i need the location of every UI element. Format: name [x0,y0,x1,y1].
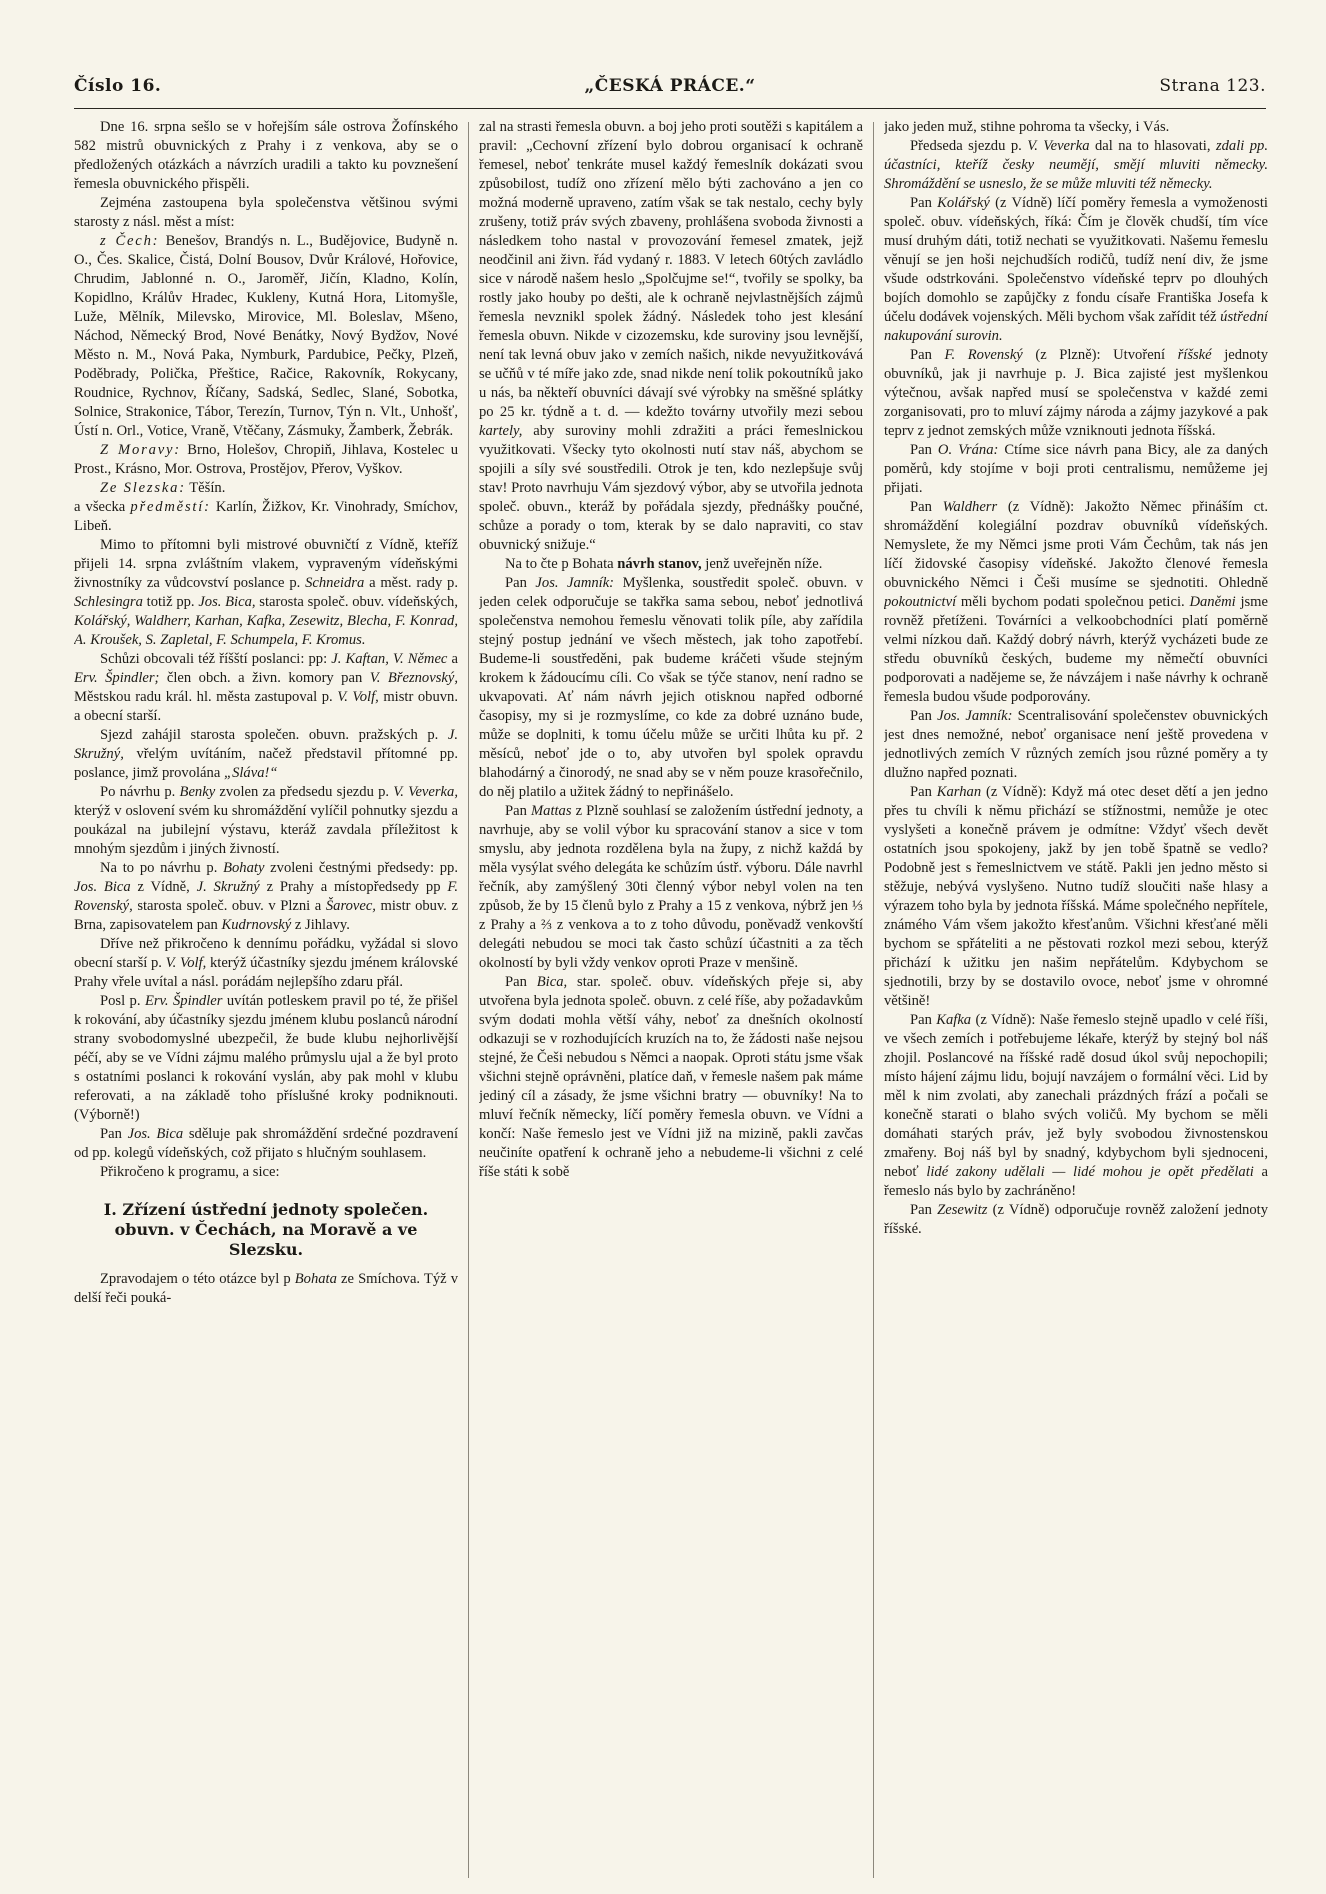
paragraph: Pan Jos. Jamník: Myšlenka, soustředit společ. obuvn. v jeden celek odporučuje se takřka sama sebou, neboť jednotlivá společenstva nemohou řemeslu věnovati tolik píle, aby zařídila stejný postup jednání ve všech městech, jak toho zapotřebí. Budeme-li soustředěni, pak budeme kráčeti všude stejným krokem k žádoucímu cíli. Co však se týče stanov, není radno se ukvapovati. Ať nám návrh jejich otisknou napřed odborné časopisy, my si je rozmyslíme, co kde za dobré uznáno bude, může se doplniti, k tomu účelu může se určiti lhůta ku př. 2 měsíců, neboť jde o to, aby utvořen byl spolek opravdu blahodárný a činorodý, ne snad aby se v něm pouze krasořečnilo, do něj platilo a užitek žádný to nepřinášelo. [479,575,863,800]
paragraph-cechy: z Čech: Benešov, Brandýs n. L., Budějovice, Budyně n. O., Čes. Skalice, Čistá, Dolní Bousov, Dvůr Králové, Hořovice, Chrudim, Jablonné n. O., Jaroměř, Jičín, Kladno, Kolín, Kopidlno, Králův Hradec, Kukleny, Kutná Hora, Litomyšle, Luže, Mělník, Milevsko, Mirovice, Ml. Boleslav, Mšeno, Náchod, Německý Brod, Nové Benátky, Nový Bydžov, Nové Město n. M., Nová Paka, Nymburk, Pardubice, Pečky, Plzeň, Poděbrady, Polička, Přeštice, Račice, Rakovník, Rokycany, Roudnice, Rychnov, Říčany, Sadská, Sedlec, Slané, Sobotka, Solnice, Strakonice, Tábor, Terezín, Turnov, Týn n. Vlt., Unhošť, Ústí n. Orl., Votice, Vraně, Vtěčany, Zásmuky, Žamberk, Žebrák. [74,233,458,439]
column-divider [468,122,469,1878]
paragraph: Na to čte p Bohata návrh stanov, jenž uveřejněn níže. [505,556,823,572]
column-divider [873,122,874,1878]
paragraph: Posl p. Erv. Špindler uvítán potleskem pravil po té, že přišel k rokování, aby účastníky sjezdu jménem klubu poslanců národní strany svobodomyslné ubezpečil, že bude klubu nejhorlivější péčí, aby se ve Vídni zájmu malého průmyslu ujal a že byl proto s ostatními poslanci k rokování vyslán, aby pak mohl v klubu referovati, a na základě toho příslušné kroky podniknouti. (Výborně!) [74,993,458,1123]
paragraph: Zpravodajem o této otázce byl p Bohata ze Smíchova. Týž v delší řeči pouká- [74,1271,458,1306]
paragraph-morava: Z Moravy: Brno, Holešov, Chropiň, Jihlava, Kostelec u Prost., Krásno, Mor. Ostrova, Prostějov, Přerov, Vyškov. [74,442,458,477]
paragraph: Pan Kafka (z Vídně): Naše řemeslo stejně upadlo v celé říši, ve všech zemích i potřebujeme lékaře, kterýž by stejný bol náš zhojil. Poslancové na říšské radě dosud úkol svůj nepochopili; místo hájení zájmu lidu, bojují navzájem o formální věci. Lid by měl k nim zvolati, aby zanechali prázdných frází a počali se konečně starati o blaho svých voličů. My bychom se měli domáhati starých práv, jež byly svobodou živnostenskou zmařeny. Boj náš byl by snadný, kdybychom byli sjednoceni, neboť lidé zakony udělali — lidé mohou je opět předělati a řemeslo nás bylo by zachráněno! [884,1012,1268,1199]
column-3 [884,118,1268,1878]
paragraph: Pan Jos. Jamník: Scentralisování společenstev obuvnických jest dnes nemožné, neboť organisace není ještě provedena v jednotlivých zemích V různých zemích jsou různé poměry a ty dlužno napřed poznati. [884,708,1268,781]
paragraph: Pan Bica, star. společ. obuv. vídeňských přeje si, aby utvořena byla jednota společ. obuvn. z celé říše, aby požadavkům svým dodati mohla větší váhy, neboť za dnešních okolností odkazuji se v rozhodujících kruzích na to, že žádosti naše nejsou stejné, že Češi nebudou s Němci a naopak. Oproti státu jsme však všichni stejně oprávněni, platíce daň, v řemesle našem pak máme jediný cíl a zásady, že jsme všichni bratry — obuvníky! Na to mluví řečník německy, líčí poměry řemesla obuvn. ve Vídni a končí: Naše řemeslo jest ve Vídni již na mizině, pakli zavčas neučiníte opatření k ochraně jeho a nebudeme-li všichni z celé říše státi k sobě [479,974,863,1180]
paragraph: zal na strasti řemesla obuvn. a boj jeho proti soutěži s kapitálem a pravil: „Cechovní zřízení bylo dobrou organisací k ochraně řemesel, neboť tenkráte musel každý řemeslník dokázati svou způsobilost, tudíž ono zřízení mělo býti zachováno a jen co možná moderně upraveno, zatím však se tak nestalo, cechy byly zrušeny, totiž práv svých zbaveny, prohlášena svoboda živnosti a následkem toho nastal v provozování řemesel zmatek, jejž neodčinil ani živn. řád vydaný r. 1883. V letech 60tých zavládlo sice v národě našem heslo „Spolčujme se!“, tvořily se spolky, ba rostly jako houby po dešti, ale k ochraně nejvlastnějších zájmů řemesla nevznikl spolek žádný. Následek toho jest klesání řemesla obuvn. Nikde v cizozemsku, kde suroviny jsou levnější, není tak levná obuv jako v zemích našich, nikde nevyužitkovává se učňů v té míře jako zde, snad nikde není tolik pokoutníků jako u nás, ba někteří obuvníci dávají své výrobky na směšné splátky po 25 kr. týdně a t. d. — kdežto továrny utvořily mezi sebou kartely, aby suroviny mohli zdražiti a práci řemeslnickou využitkovati. Všecky tyto okolnosti nutí stav náš, abychom se spojili a síly své soustředili. Otrok je ten, kdo nezlepšuje svůj stav! Proto navrhuju Vám sjezdový výbor, aby se utvořila jednota společ. obuvn., kteráž by pořádala sjezdy, přednášky poučné, schůze a porady o tom, kterak by se dalo napraviti, co stav obuvnický snižuje.“ [479,119,863,553]
paragraph: Pan Kolářský (z Vídně) líčí poměry řemesla a vymoženosti společ. obuv. vídeňských, říká: Čím je člověk chudší, tím více musí druhým dáti, totiž nechati se využitkovati. Našemu řemeslu věnují se jen hoši nejchudších rodičů, tudíž není div, že jsme všude odstrkováni. Společenstvo vídeňské teprv po dlouhých bojích domohlo se zapůjčky z fondu císaře Františka Josefa k účelu dodávek vojenských. Měli bychom však zařídit též ústřední nakupování surovin. [884,195,1268,344]
page-number: Strana 123. [1159,76,1266,96]
paragraph-predmesti: a všecka předměstí: Karlín, Žižkov, Kr. Vinohrady, Smíchov, Libeň. [74,499,458,534]
paragraph: Sjezd zahájil starosta společen. obuvn. pražských p. J. Skružný, vřelým uvítáním, načež představil přítomné pp. poslance, jimž provolána „Sláva!“ [74,727,458,781]
paragraph: Pan Jos. Bica sděluje pak shromáždění srdečné pozdravení od pp. kolegů vídeňských, což přijato s hlučným souhlasem. [74,1126,458,1161]
column-2 [479,118,863,1878]
column-1 [74,118,458,1878]
section-heading: I. Zřízení ústřední jednoty společen. obuvn. v Čechách, na Moravě a ve Slezsku. [103,1200,429,1259]
paragraph: Dne 16. srpna sešlo se v hořejším sále ostrova Žofínského 582 mistrů obuvnických z Prahy i z venkova, aby se o předložených otázkách a návrzích uradili a takto ku povznešení řemesla obuvnického přispěli. [74,119,458,192]
paragraph: Schůzi obcovali též říšští poslanci: pp: J. Kaftan, V. Němec a Erv. Špindler; člen obch. a živn. komory pan V. Březnovský, Městskou radu král. hl. města zastupoval p. V. Volf, mistr obuvn. a obecní starší. [74,651,458,724]
paragraph-slezsko: Ze Slezska: Těšín. [100,480,226,496]
paragraph: Přikročeno k programu, a sice: [100,1164,280,1180]
paragraph: Dříve než přikročeno k dennímu pořádku, vyžádal si slovo obecní starší p. V. Volf, kterýž účastníky sjezdu jménem královské Prahy vřele uvítal a násl. porádám nejlepšího zdaru přál. [74,936,458,990]
paragraph: Pan Mattas z Plzně souhlasí se založením ústřední jednoty, a navrhuje, aby se volil výbor ku spracování stanov a sice v tom smyslu, aby jednota rozdělena byla na župy, z nichž každá by měla vysýlat svého delegáta ke schůzím ústř. výboru. Dále navrhl řečník, aby zamýšlený 30ti členný výbor nebyl volen na ten způsob, že by 15 členů bylo z Prahy a 15 z venkova, nýbrž jen ⅓ z Prahy a ⅔ z venkova a to z toho důvodu, poněvadž venkovští delegáti nebudou se moci tak často schůzí účastniti a za těch okolností by byli vždy venkov oproti Praze v menšině. [479,803,863,971]
paragraph: Pan Zesewitz (z Vídně) odporučuje rovněž založení jednoty říšské. [884,1202,1268,1237]
article-columns [74,118,1268,1878]
paragraph: jako jeden muž, stihne pohroma ta všecky, i Vás. [884,119,1170,135]
paragraph: Mimo to přítomni byli mistrové obuvničtí z Vídně, kteříž přijeli 14. srpna zvláštním vlakem, vypraveným vídeňskými živnostníky za vůdcovství poslance p. Schneidra a měst. rady p. Schlesingra totiž pp. Jos. Bica, starosta společ. obuv. vídeňských, Kolářský, Waldherr, Karhan, Kafka, Zesewitz, Blecha, F. Konrad, A. Kroušek, S. Zapletal, F. Schumpela, F. Kromus. [74,537,458,648]
paragraph: Pan O. Vrána: Ctíme sice návrh pana Bicy, ale za daných poměrů, kdy stojíme v boji proti centralismu, nemůžeme jej přijati. [884,442,1268,496]
paragraph: Pan Waldherr (z Vídně): Jakožto Němec přináším ct. shromáždění kolegiální pozdrav obuvníků vídeňských. Nemyslete, že my Němci jsme proti Vám Čechům, tak nás jen líčí židovské časopisy vídeňské. Jakožto členové řemesla obuvnického Němci i Češi musíme se sjednotiti. Ohledně pokoutnictví měli bychom podati společnou petici. Daněmi jsme rovněž přetíženi. Továrníci a velkoobchodníci platí poměrně velmi nízkou daň. Každý dobrý návrh, kterýž vycházeti bude ze středu obuvníků českých, budeme my němečtí obuvníci podporovati a nadějeme se, že návzájem i naše návrhy k ochraně řemesla budou všude podporovány. [884,499,1268,705]
paragraph: Pan F. Rovenský (z Plzně): Utvoření říšské jednoty obuvníků, jak ji navrhuje p. J. Bica zajisté jest myšlenkou výtečnou, avšak napřed musí se společenstva v každé zemi zorganisovati, pro to mluví zájmy národa a zájmy jazykové a pak teprv z jednot zemských může vzniknouti jednota říšská. [884,347,1268,439]
header-rule [74,108,1266,109]
paragraph: Předseda sjezdu p. V. Veverka dal na to hlasovati, zdali pp. účastníci, kteříž česky neumějí, smějí mluviti německy. Shromáždění se usneslo, že se může mluviti též německy. [884,138,1268,192]
page-header [74,76,1266,104]
paragraph: Po návrhu p. Benky zvolen za předsedu sjezdu p. V. Veverka, kterýž v oslovení svém ku shromáždění vylíčil pohnutky sjezdu a poukázal na jubilejní výstavu, kteráž zavdala příležitost k mnohým sjezdům i jiných živností. [74,784,458,857]
paragraph: Pan Karhan (z Vídně): Když má otec deset dětí a jen jedno přes tu chvíli k němu přichází se stížnostmi, nemůže je otec vyslyšeti a konečně právem je odmítne: Vždyť všech devět ostatních jsou spokojeny, jakž by jen tobě špatně se vedlo? Podobně jest s řemeslnictvem ve státě. Pakli jen jedno město si stěžuje, nebývá vyslyšeno. Nutno tudíž sloučiti naše hlasy a výrazem toho byla by jednota říšská. Máme společného nepřítele, známého Vám všem jakožto křesťanům. Všichni křesťané měli bychom se spřáteliti a ne pěstovati rozkol mezi sebou, kterýž přichází k užitku jen našim nepřátelům. Kdybychom se sjednotili, brzy by se dostavilo ovoce, neboť jsme v ohromné většině! [884,784,1268,1009]
paragraph: Na to po návrhu p. Bohaty zvoleni čestnými předsedy: pp. Jos. Bica z Vídně, J. Skružný z Prahy a místopředsedy pp F. Rovenský, starosta společ. obuv. v Plzni a Šarovec, mistr obuv. z Brna, zapisovatelem pan Kudrnovský z Jihlavy. [74,860,458,933]
issue-number: Číslo 16. [74,76,162,96]
paragraph: Zejména zastoupena byla společenstva většinou svými starosty z násl. měst a míst: [74,195,458,230]
newspaper-title: „ČESKÁ PRÁCE.“ [584,76,756,96]
